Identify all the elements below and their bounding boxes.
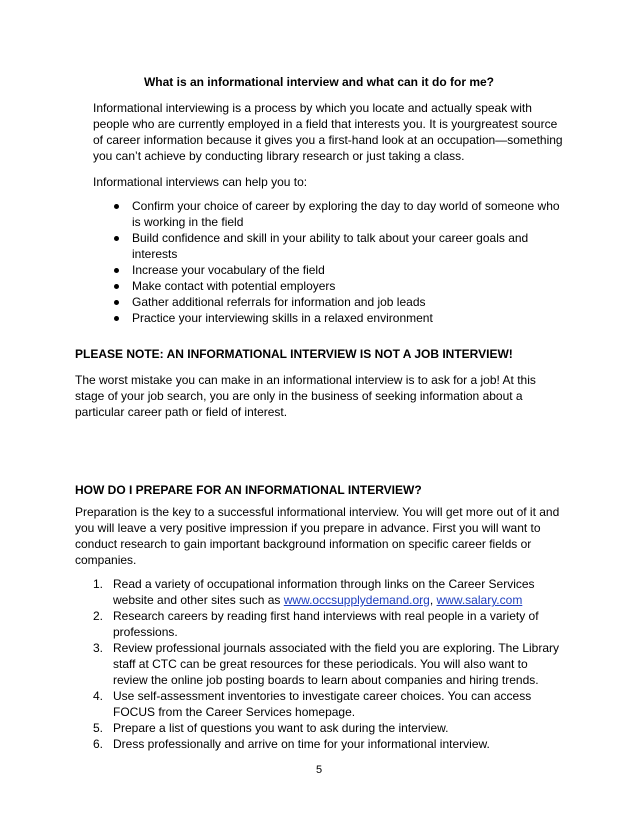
step-number: 3. [93, 641, 104, 655]
note-heading: PLEASE NOTE: AN INFORMATIONAL INTERVIEW IS NOT A JOB INTERVIEW! [75, 347, 513, 361]
list-item: Make contact with potential employers [114, 278, 564, 294]
link-separator: , [429, 593, 437, 607]
step-text: Prepare a list of questions you want to ask during the interview. [113, 721, 449, 735]
list-item: Increase your vocabulary of the field [114, 262, 564, 278]
help-intro-paragraph: Informational interviews can help you to: [93, 175, 308, 189]
preparation-steps-list [93, 576, 563, 752]
intro-paragraph: Informational interviewing is a process by which you locate and actually speak with people who are currently employed in a field that interests you. It is yourgreatest source of career information because it gives you a first-hand look at an occupation—something you can’t achieve by conducting library research or just taking a class. [93, 101, 563, 163]
list-item: Build confidence and skill in your ability to talk about your career goals and interests [114, 230, 564, 262]
step-text: Review professional journals associated with the field you are exploring. The Library staff at CTC can be great resources for these periodicals. You will also want to review the online job posting boards to learn about companies and hiring trends. [113, 641, 560, 687]
list-item: Practice your interviewing skills in a relaxed environment [114, 310, 564, 326]
benefits-list [114, 198, 564, 326]
occsupplydemand-link[interactable]: www.occsupplydemand.org [283, 593, 430, 607]
salary-link[interactable]: www.salary.com [436, 593, 523, 607]
list-item [93, 688, 563, 720]
step-number: 4. [93, 689, 104, 703]
prepare-heading: HOW DO I PREPARE FOR AN INFORMATIONAL INTERVIEW? [75, 483, 422, 497]
prepare-paragraph: Preparation is the key to a successful informational interview. You will get more out of it and you will leave a very positive impression if you prepare in advance. First you will want to conduct research to gain important background information on specific career fields or companies. [75, 505, 560, 567]
step-text: Research careers by reading first hand interviews with real people in a variety of professions. [113, 609, 539, 639]
step-number: 2. [93, 609, 104, 623]
list-item: Gather additional referrals for information and job leads [114, 294, 564, 310]
step-number: 1. [93, 577, 104, 591]
list-item [93, 608, 563, 640]
list-item [93, 736, 563, 752]
section-title: What is an informational interview and what can it do for me? [143, 75, 495, 89]
list-item [93, 720, 563, 736]
step-number: 6. [93, 737, 104, 751]
step-text: Read a variety of occupational information through links on the Career Services website and other sites such as [113, 577, 535, 607]
step-number: 5. [93, 721, 104, 735]
list-item [93, 640, 563, 688]
note-paragraph: The worst mistake you can make in an informational interview is to ask for a job! At this stage of your job search, you are only in the business of seeking information about a particular career path or field of interest. [75, 373, 536, 419]
list-item: Confirm your choice of career by exploring the day to day world of someone who is working in the field [114, 198, 564, 230]
list-item [93, 576, 563, 608]
page-number: 5 [315, 764, 323, 776]
step-text: Dress professionally and arrive on time for your informational interview. [113, 737, 490, 751]
step-text: Use self-assessment inventories to investigate career choices. You can access FOCUS from the Career Services homepage. [113, 689, 532, 719]
